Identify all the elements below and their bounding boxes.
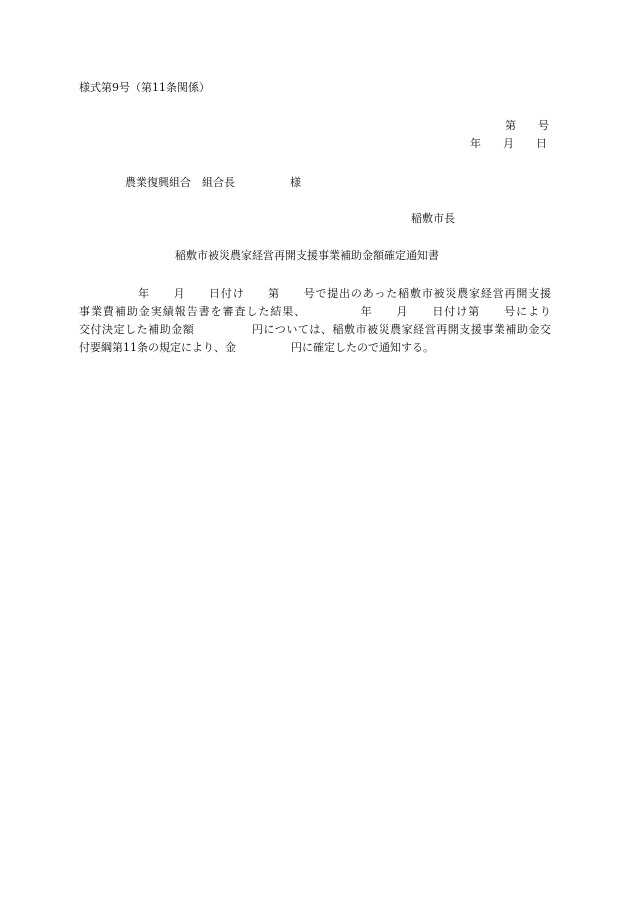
body-text-line: 年 月 日付け 第 号で提出のあった稲敷市被災農家経営再開支援 bbox=[79, 287, 551, 300]
document-title: 稲敷市被災農家経営再開支援事業補助金額確定通知書 bbox=[175, 249, 439, 262]
body-text-line: 交付決定した補助金額 円については、稲敷市被災農家経営再開支援事業補助金交 bbox=[79, 323, 551, 336]
sender: 稲敷市長 bbox=[411, 212, 455, 225]
form-label: 様式第9号（第11条関係） bbox=[79, 81, 210, 94]
addressee: 農業復興組合 組合長 様 bbox=[125, 176, 301, 189]
document-number-line: 第 号 bbox=[505, 119, 549, 132]
document-date-line: 年 月 日 bbox=[470, 137, 547, 150]
body-text-line: 事業費補助金実績報告書を審査した結果、 年 月 日付け第 号により bbox=[79, 305, 551, 318]
body-text-line: 付要綱第11条の規定により、金 円に確定したので通知する。 bbox=[79, 341, 434, 354]
